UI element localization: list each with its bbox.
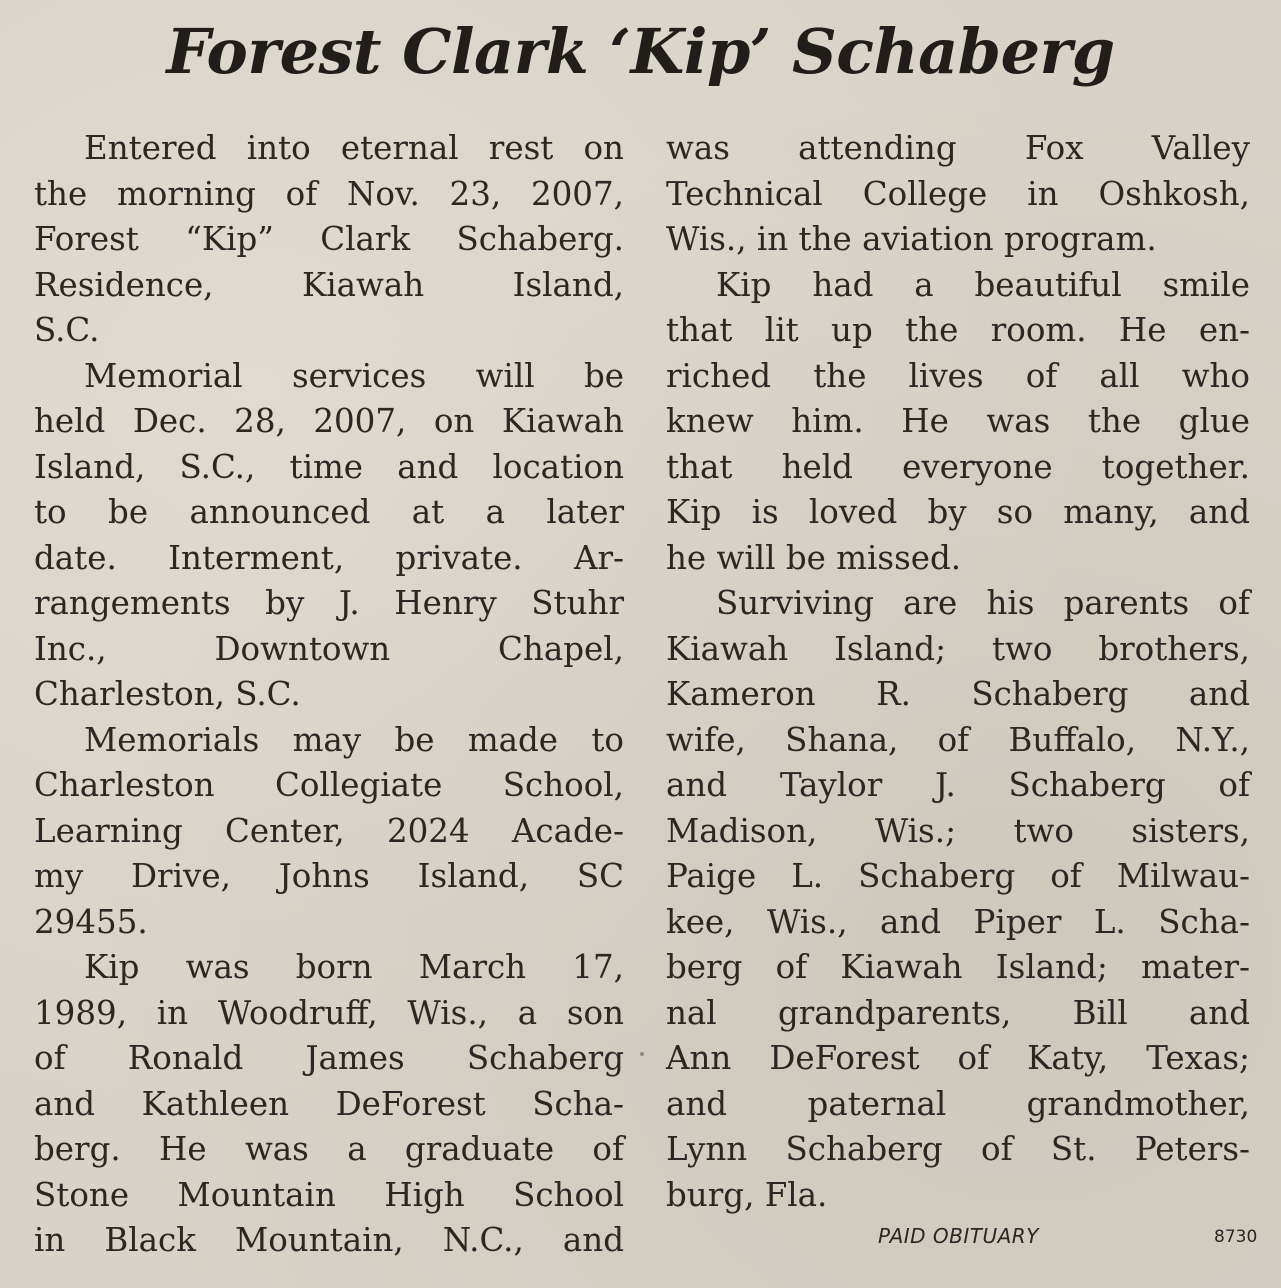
text-line: 1989, in Woodruff, Wis., a son bbox=[34, 993, 624, 1032]
text-line: Entered into eternal rest on bbox=[84, 129, 624, 167]
text-line: S.C. bbox=[34, 311, 100, 349]
text-line: nal grandparents, Bill and bbox=[666, 993, 1250, 1032]
obituary-column-left bbox=[34, 126, 624, 1264]
text-line: Forest “Kip” Clark Schaberg. bbox=[34, 220, 624, 258]
text-line: and paternal grandmother, bbox=[666, 1084, 1250, 1123]
print-speck bbox=[640, 1052, 644, 1056]
text-line: Learning Center, 2024 Acade- bbox=[34, 811, 624, 850]
text-line: date. Interment, private. Ar- bbox=[34, 538, 624, 577]
text-line: Charleston, S.C. bbox=[34, 675, 301, 713]
text-line: Inc., Downtown Chapel, bbox=[34, 629, 624, 668]
obituary-column-right bbox=[666, 126, 1250, 1218]
text-line: my Drive, Johns Island, SC bbox=[34, 857, 624, 895]
text-line: Stone Mountain High School bbox=[34, 1175, 624, 1214]
text-line: Charleston Collegiate School, bbox=[34, 766, 624, 804]
text-line: Madison, Wis.; two sisters, bbox=[666, 811, 1250, 850]
text-line: was attending Fox Valley bbox=[666, 129, 1250, 167]
text-line: riched the lives of all who bbox=[666, 356, 1250, 395]
text-line: Wis., in the aviation program. bbox=[666, 220, 1157, 258]
text-line: Technical College in Oshkosh, bbox=[666, 174, 1250, 213]
text-line: rangements by J. Henry Stuhr bbox=[34, 584, 624, 622]
text-line: Island, S.C., time and location bbox=[34, 447, 624, 486]
text-line: burg, Fla. bbox=[666, 1175, 828, 1214]
text-line: held Dec. 28, 2007, on Kiawah bbox=[34, 402, 624, 440]
text-line: berg of Kiawah Island; mater- bbox=[666, 948, 1250, 986]
paid-obituary-label: PAID OBITUARY bbox=[878, 1224, 1039, 1248]
text-line: Kameron R. Schaberg and bbox=[666, 675, 1250, 713]
text-line: he will be missed. bbox=[666, 538, 962, 577]
text-line: the morning of Nov. 23, 2007, bbox=[34, 174, 624, 213]
text-line: Ann DeForest of Katy, Texas; bbox=[666, 1039, 1250, 1077]
text-line: that held everyone together. bbox=[666, 447, 1250, 486]
text-line: Memorial services will be bbox=[84, 356, 624, 395]
text-line: to be announced at a later bbox=[34, 493, 624, 531]
text-line: wife, Shana, of Buffalo, N.Y., bbox=[666, 720, 1250, 759]
text-line: Kiawah Island; two brothers, bbox=[666, 629, 1250, 668]
text-line: Kip is loved by so many, and bbox=[666, 493, 1250, 531]
text-line: in Black Mountain, N.C., and bbox=[34, 1221, 624, 1259]
text-line: and Kathleen DeForest Scha- bbox=[34, 1084, 624, 1123]
text-line: Lynn Schaberg of St. Peters- bbox=[666, 1130, 1250, 1168]
text-line: knew him. He was the glue bbox=[666, 402, 1250, 440]
text-line: kee, Wis., and Piper L. Scha- bbox=[666, 902, 1250, 941]
obituary-headline: Forest Clark ‘Kip’ Schaberg bbox=[166, 15, 1115, 88]
text-line: Kip had a beautiful smile bbox=[716, 265, 1250, 304]
text-line: berg. He was a graduate of bbox=[34, 1130, 624, 1168]
text-line: of Ronald James Schaberg bbox=[34, 1039, 624, 1077]
text-line: Surviving are his parents of bbox=[716, 584, 1250, 622]
text-line: and Taylor J. Schaberg of bbox=[666, 766, 1250, 804]
text-line: 29455. bbox=[34, 902, 148, 941]
text-line: Memorials may be made to bbox=[84, 720, 624, 759]
text-line: that lit up the room. He en- bbox=[666, 311, 1250, 349]
text-line: Kip was born March 17, bbox=[84, 948, 624, 986]
text-line: Paige L. Schaberg of Milwau- bbox=[666, 857, 1250, 895]
text-line: Residence, Kiawah Island, bbox=[34, 265, 624, 304]
ad-code: 8730 bbox=[1214, 1227, 1258, 1247]
